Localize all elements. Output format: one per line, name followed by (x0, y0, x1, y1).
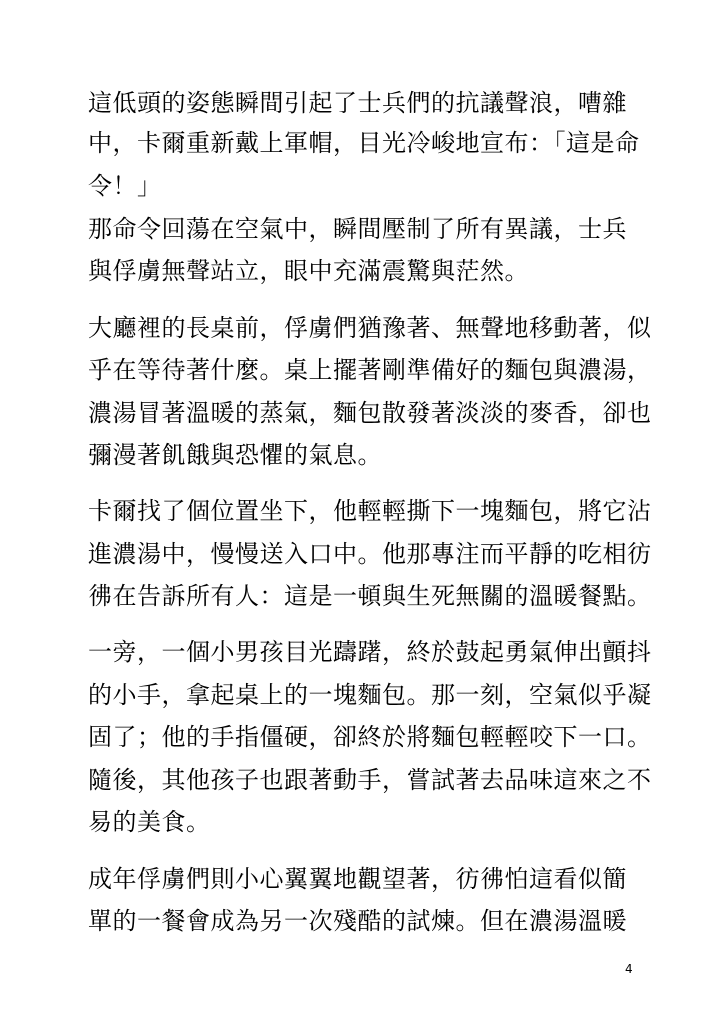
text-line: 固了；他的手指僵硬，卻終於將麵包輕輕咬下一口。 (88, 723, 652, 751)
text-line: 濃湯冒著溫暖的蒸氣，麵包散發著淡淡的麥香，卻也 (88, 399, 652, 427)
text-line: 進濃湯中，慢慢送入口中。他那專注而平靜的吃相彷 (88, 540, 652, 568)
text-line: 彿在告訴所有人：這是一頓與生死無關的溫暖餐點。 (88, 582, 652, 610)
text-line: 乎在等待著什麼。桌上擺著剛準備好的麵包與濃湯， (88, 356, 652, 384)
text-line: 令！」 (88, 172, 162, 200)
text-line: 這低頭的姿態瞬間引起了士兵們的抗議聲浪，嘈雜 (88, 89, 627, 117)
text-line: 一旁，一個小男孩目光躊躇，終於鼓起勇氣伸出顫抖 (88, 638, 652, 666)
text-line: 的小手，拿起桌上的一塊麵包。那一刻，空氣似乎凝 (88, 681, 652, 709)
text-line: 與俘虜無聲站立，眼中充滿震驚與茫然。 (88, 257, 529, 285)
text-line: 彌漫著飢餓與恐懼的氣息。 (88, 441, 382, 469)
text-line: 那命令回蕩在空氣中，瞬間壓制了所有異議，士兵 (88, 215, 627, 243)
text-line: 大廳裡的長桌前，俘虜們猶豫著、無聲地移動著，似 (88, 314, 652, 342)
text-line: 中，卡爾重新戴上軍帽，目光冷峻地宣布：「這是命 (88, 129, 640, 157)
text-line: 成年俘虜們則小心翼翼地觀望著，彷彿怕這看似簡 (88, 865, 627, 893)
text-line: 單的一餐會成為另一次殘酷的試煉。但在濃湯溫暖 (88, 907, 627, 935)
page-number: 4 (625, 962, 633, 976)
text-line: 隨後，其他孩子也跟著動手，嘗試著去品味這來之不 (88, 766, 652, 794)
text-line: 卡爾找了個位置坐下，他輕輕撕下一塊麵包，將它沾 (88, 497, 652, 525)
text-line: 易的美食。 (88, 808, 211, 836)
